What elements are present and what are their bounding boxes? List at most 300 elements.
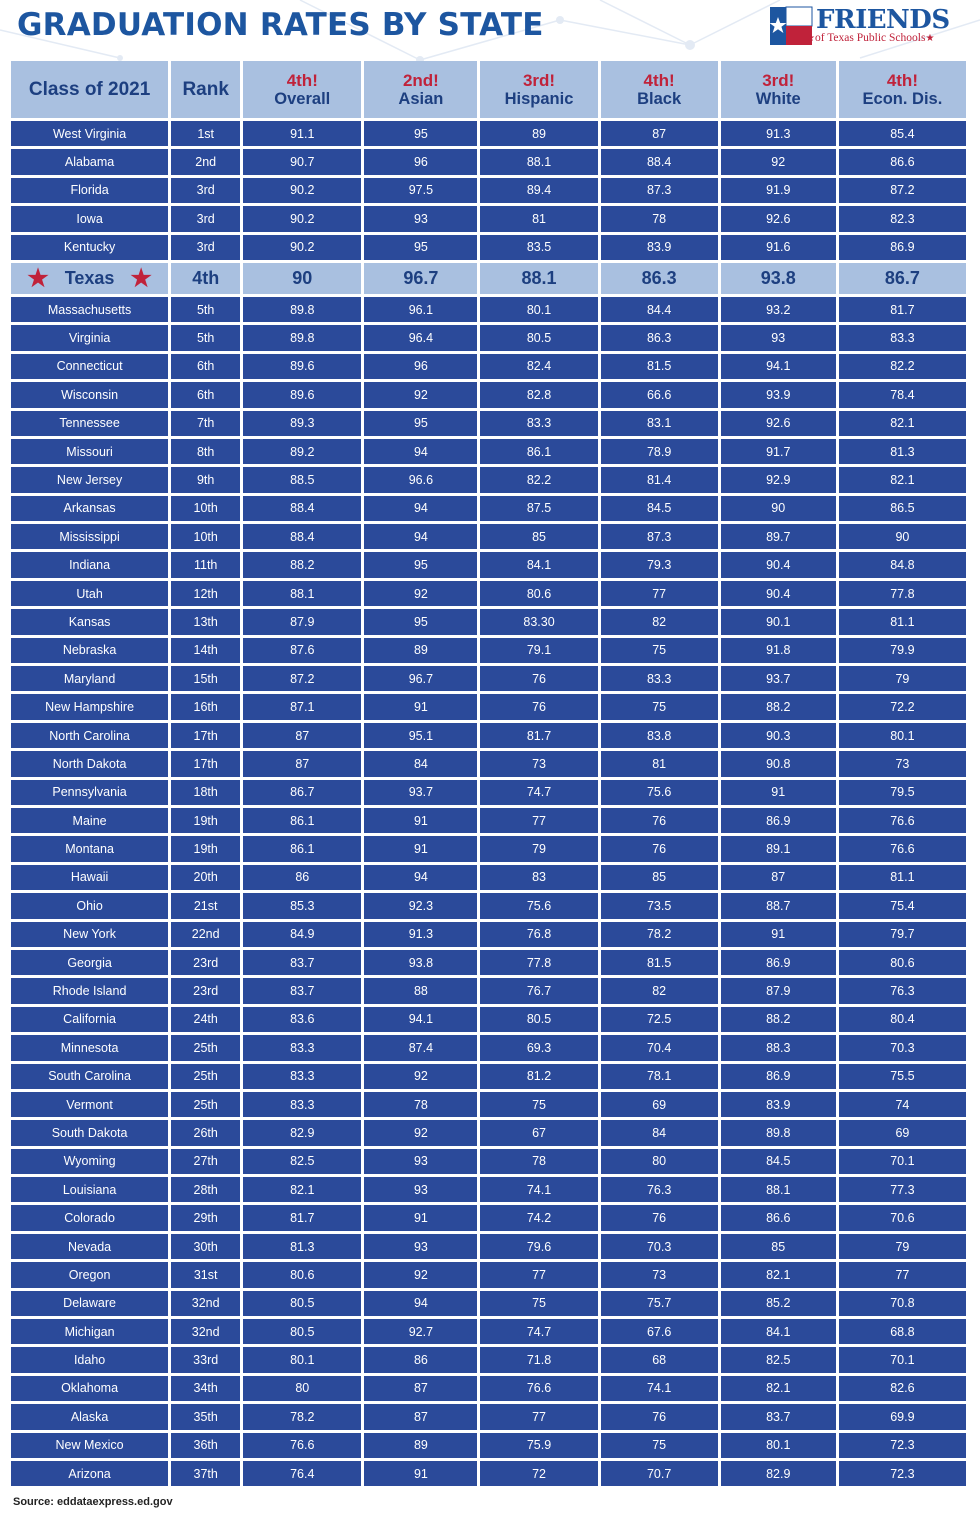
cell-econ: 68.8 [839, 1319, 966, 1344]
texas-position-label: 2nd! [402, 70, 439, 90]
cell-black: 84.5 [601, 496, 718, 521]
table-row [11, 1177, 966, 1202]
cell-white: 86.9 [721, 808, 836, 833]
column-header-white [721, 61, 836, 118]
header-row [11, 61, 966, 118]
cell-asian: 87 [364, 1404, 477, 1429]
cell-asian: 95 [364, 121, 477, 146]
cell-state: North Dakota [11, 751, 168, 776]
cell-econ: 77.3 [839, 1177, 966, 1202]
cell-econ: 76.6 [839, 836, 966, 861]
table-row [11, 325, 966, 350]
cell-hispanic: 79.1 [480, 638, 597, 663]
cell-asian: 94 [364, 524, 477, 549]
cell-state: Alabama [11, 149, 168, 174]
cell-overall: 89.6 [243, 382, 361, 407]
cell-overall: 88.1 [243, 581, 361, 606]
texas-position-label: 3rd! [522, 70, 556, 90]
cell-rank: 3rd [171, 206, 240, 231]
cell-rank: 29th [171, 1205, 240, 1230]
cell-black: 86.3 [601, 325, 718, 350]
cell-hispanic: 75.9 [480, 1433, 597, 1458]
cell-black: 83.1 [601, 411, 718, 436]
table-row [11, 206, 966, 231]
cell-black: 83.8 [601, 723, 718, 748]
cell-asian: 91 [364, 808, 477, 833]
table-row [11, 382, 966, 407]
table-row [11, 496, 966, 521]
cell-hispanic: 84.1 [480, 552, 597, 577]
cell-overall: 91.1 [243, 121, 361, 146]
cell-rank: 15th [171, 666, 240, 691]
cell-hispanic: 86.1 [480, 439, 597, 464]
cell-econ: 82.3 [839, 206, 966, 231]
cell-black: 83.3 [601, 666, 718, 691]
table-row [11, 1205, 966, 1230]
cell-white: 83.7 [721, 1404, 836, 1429]
cell-asian: 78 [364, 1092, 477, 1117]
cell-overall: 80.5 [243, 1291, 361, 1316]
cell-asian: 92 [364, 1120, 477, 1145]
cell-overall: 89.6 [243, 354, 361, 379]
table-row [11, 354, 966, 379]
cell-hispanic: 74.1 [480, 1177, 597, 1202]
cell-rank: 31st [171, 1262, 240, 1287]
cell-white: 93.9 [721, 382, 836, 407]
cell-overall: 76.4 [243, 1461, 361, 1486]
cell-black: 75.6 [601, 780, 718, 805]
cell-rank: 10th [171, 524, 240, 549]
cell-asian: 92 [364, 1262, 477, 1287]
cell-black: 67.6 [601, 1319, 718, 1344]
cell-black: 69 [601, 1092, 718, 1117]
cell-rank: 22nd [171, 922, 240, 947]
cell-overall: 80.1 [243, 1347, 361, 1372]
cell-black: 76 [601, 1404, 718, 1429]
cell-state: South Dakota [11, 1120, 168, 1145]
logo-name: FRIENDS [816, 5, 950, 35]
cell-black: 78.2 [601, 922, 718, 947]
table-row [11, 836, 966, 861]
cell-white: 86.9 [721, 950, 836, 975]
cell-white: 93.8 [721, 263, 836, 294]
cell-hispanic: 79.6 [480, 1234, 597, 1259]
cell-state: Kentucky [11, 235, 168, 260]
column-label: White [755, 89, 801, 108]
cell-econ: 77 [839, 1262, 966, 1287]
cell-white: 86.6 [721, 1205, 836, 1230]
cell-black: 70.4 [601, 1035, 718, 1060]
cell-econ: 75.5 [839, 1064, 966, 1089]
cell-white: 91.7 [721, 439, 836, 464]
table-row [11, 978, 966, 1003]
cell-black: 76 [601, 1205, 718, 1230]
logo-tagline [806, 32, 934, 44]
cell-econ: 86.9 [839, 235, 966, 260]
cell-econ: 84.8 [839, 552, 966, 577]
cell-econ: 72.3 [839, 1433, 966, 1458]
cell-econ: 76.3 [839, 978, 966, 1003]
cell-econ: 85.4 [839, 121, 966, 146]
cell-overall: 81.3 [243, 1234, 361, 1259]
cell-white: 87.9 [721, 978, 836, 1003]
cell-state: Pennsylvania [11, 780, 168, 805]
cell-asian: 93.7 [364, 780, 477, 805]
cell-black: 78 [601, 206, 718, 231]
cell-asian: 87.4 [364, 1035, 477, 1060]
cell-rank: 7th [171, 411, 240, 436]
cell-asian: 93 [364, 1149, 477, 1174]
cell-state: Delaware [11, 1291, 168, 1316]
cell-black: 72.5 [601, 1007, 718, 1032]
cell-white: 87 [721, 865, 836, 890]
cell-black: 81.5 [601, 354, 718, 379]
table-row [11, 1347, 966, 1372]
cell-black: 88.4 [601, 149, 718, 174]
cell-overall: 90.2 [243, 206, 361, 231]
cell-asian: 94 [364, 496, 477, 521]
cell-white: 86.9 [721, 1064, 836, 1089]
texas-position-label: 4th! [286, 70, 318, 90]
cell-overall: 87.9 [243, 609, 361, 634]
cell-hispanic: 89 [480, 121, 597, 146]
cell-overall: 76.6 [243, 1433, 361, 1458]
cell-asian: 94 [364, 865, 477, 890]
cell-black: 68 [601, 1347, 718, 1372]
cell-asian: 93 [364, 1234, 477, 1259]
cell-econ: 79 [839, 1234, 966, 1259]
cell-white: 88.2 [721, 1007, 836, 1032]
cell-overall: 83.3 [243, 1035, 361, 1060]
table-row [11, 1092, 966, 1117]
cell-asian: 94 [364, 439, 477, 464]
cell-black: 74.1 [601, 1376, 718, 1401]
cell-white: 90.4 [721, 581, 836, 606]
cell-hispanic: 72 [480, 1461, 597, 1486]
cell-state: Kansas [11, 609, 168, 634]
cell-state: Montana [11, 836, 168, 861]
cell-state: Connecticut [11, 354, 168, 379]
cell-asian: 92 [364, 581, 477, 606]
source-note: Source: eddataexpress.ed.gov [13, 1496, 173, 1508]
cell-hispanic: 74.2 [480, 1205, 597, 1230]
cell-hispanic: 74.7 [480, 780, 597, 805]
cell-black: 77 [601, 581, 718, 606]
cell-econ: 72.2 [839, 694, 966, 719]
cell-overall: 82.9 [243, 1120, 361, 1145]
column-header-asian [364, 61, 477, 118]
cell-white: 88.7 [721, 893, 836, 918]
cell-asian: 96.7 [364, 666, 477, 691]
logo-tagline-text: of Texas Public Schools [814, 32, 926, 44]
cell-black: 75 [601, 638, 718, 663]
cell-hispanic: 88.1 [480, 263, 597, 294]
cell-white: 91.9 [721, 178, 836, 203]
cell-white: 88.2 [721, 694, 836, 719]
cell-econ: 79.7 [839, 922, 966, 947]
cell-state: Arizona [11, 1461, 168, 1486]
column-label: Black [637, 89, 682, 108]
cell-econ: 83.3 [839, 325, 966, 350]
cell-overall: 88.4 [243, 496, 361, 521]
table-row [11, 178, 966, 203]
cell-hispanic: 76.6 [480, 1376, 597, 1401]
cell-econ: 80.4 [839, 1007, 966, 1032]
cell-white: 91.3 [721, 121, 836, 146]
cell-econ: 79.9 [839, 638, 966, 663]
cell-econ: 81.1 [839, 609, 966, 634]
cell-white: 92.6 [721, 411, 836, 436]
cell-asian: 96.4 [364, 325, 477, 350]
column-label: Hispanic [504, 89, 574, 108]
cell-hispanic: 75 [480, 1092, 597, 1117]
cell-overall: 87 [243, 723, 361, 748]
cell-white: 89.1 [721, 836, 836, 861]
cell-econ: 73 [839, 751, 966, 776]
table-row [11, 1433, 966, 1458]
cell-black: 81.4 [601, 467, 718, 492]
cell-rank: 17th [171, 751, 240, 776]
cell-hispanic: 82.2 [480, 467, 597, 492]
cell-overall: 78.2 [243, 1404, 361, 1429]
cell-overall: 89.8 [243, 297, 361, 322]
cell-econ: 79 [839, 666, 966, 691]
cell-black: 76 [601, 836, 718, 861]
texas-position-label: 3rd! [762, 70, 795, 90]
cell-state: Utah [11, 581, 168, 606]
cell-black: 84 [601, 1120, 718, 1145]
cell-overall: 83.3 [243, 1092, 361, 1117]
cell-econ: 69 [839, 1120, 966, 1145]
cell-rank: 5th [171, 297, 240, 322]
cell-hispanic: 83.30 [480, 609, 597, 634]
cell-econ: 72.3 [839, 1461, 966, 1486]
cell-rank: 24th [171, 1007, 240, 1032]
cell-rank: 17th [171, 723, 240, 748]
table-row [11, 439, 966, 464]
cell-white: 91.6 [721, 235, 836, 260]
cell-asian: 84 [364, 751, 477, 776]
cell-state: North Carolina [11, 723, 168, 748]
cell-black: 70.3 [601, 1234, 718, 1259]
cell-rank: 11th [171, 552, 240, 577]
cell-hispanic: 81.2 [480, 1064, 597, 1089]
cell-black: 85 [601, 865, 718, 890]
cell-econ: 76.6 [839, 808, 966, 833]
cell-asian: 93 [364, 206, 477, 231]
cell-asian: 92.7 [364, 1319, 477, 1344]
cell-overall: 89.8 [243, 325, 361, 350]
column-header-hispanic [480, 61, 597, 118]
cell-rank: 9th [171, 467, 240, 492]
star-icon: ★ [925, 33, 935, 44]
table-row [11, 297, 966, 322]
cell-overall: 80.6 [243, 1262, 361, 1287]
cell-black: 82 [601, 609, 718, 634]
cell-state: Vermont [11, 1092, 168, 1117]
cell-econ: 82.1 [839, 411, 966, 436]
table-row [11, 1064, 966, 1089]
cell-asian: 92.3 [364, 893, 477, 918]
column-label: Asian [398, 89, 444, 108]
cell-state: New York [11, 922, 168, 947]
cell-overall: 87.1 [243, 694, 361, 719]
cell-white: 92.6 [721, 206, 836, 231]
cell-hispanic: 74.7 [480, 1319, 597, 1344]
cell-asian: 91 [364, 1205, 477, 1230]
table-row [11, 950, 966, 975]
star-icon: ★ [806, 33, 815, 44]
cell-overall: 87 [243, 751, 361, 776]
cell-asian: 92 [364, 382, 477, 407]
column-label: Econ. Dis. [862, 89, 943, 108]
cell-asian: 91.3 [364, 922, 477, 947]
table-row [11, 1120, 966, 1145]
column-header-rank [171, 61, 240, 118]
cell-overall: 84.9 [243, 922, 361, 947]
cell-overall: 83.7 [243, 950, 361, 975]
cell-econ: 86.5 [839, 496, 966, 521]
cell-rank: 33rd [171, 1347, 240, 1372]
cell-econ: 90 [839, 524, 966, 549]
cell-rank: 23rd [171, 950, 240, 975]
cell-asian: 95 [364, 609, 477, 634]
cell-asian: 89 [364, 1433, 477, 1458]
cell-black: 79.3 [601, 552, 718, 577]
cell-black: 78.1 [601, 1064, 718, 1089]
cell-econ: 70.1 [839, 1149, 966, 1174]
cell-overall: 83.3 [243, 1064, 361, 1089]
cell-econ: 75.4 [839, 893, 966, 918]
cell-overall: 83.7 [243, 978, 361, 1003]
cell-econ: 80.6 [839, 950, 966, 975]
cell-hispanic: 75 [480, 1291, 597, 1316]
cell-econ: 74 [839, 1092, 966, 1117]
cell-rank: 8th [171, 439, 240, 464]
cell-white: 93.2 [721, 297, 836, 322]
cell-black: 87.3 [601, 524, 718, 549]
cell-state: Virginia [11, 325, 168, 350]
cell-hispanic: 79 [480, 836, 597, 861]
cell-state: Oklahoma [11, 1376, 168, 1401]
cell-overall: 86.1 [243, 836, 361, 861]
cell-rank: 26th [171, 1120, 240, 1145]
cell-white: 92 [721, 149, 836, 174]
cell-econ: 82.6 [839, 1376, 966, 1401]
cell-state: Hawaii [11, 865, 168, 890]
cell-asian: 86 [364, 1347, 477, 1372]
cell-overall: 86.7 [243, 780, 361, 805]
cell-rank: 35th [171, 1404, 240, 1429]
cell-state: Arkansas [11, 496, 168, 521]
cell-white: 85.2 [721, 1291, 836, 1316]
cell-state: Ohio [11, 893, 168, 918]
table-body [11, 121, 966, 1486]
table-row [11, 1319, 966, 1344]
cell-asian: 95.1 [364, 723, 477, 748]
cell-white: 90.8 [721, 751, 836, 776]
table-row [11, 1376, 966, 1401]
cell-overall: 82.1 [243, 1177, 361, 1202]
column-header-overall [243, 61, 361, 118]
cell-rank: 25th [171, 1035, 240, 1060]
cell-asian: 93.8 [364, 950, 477, 975]
cell-state: Iowa [11, 206, 168, 231]
cell-black: 87 [601, 121, 718, 146]
cell-black: 84.4 [601, 297, 718, 322]
table-row [11, 581, 966, 606]
cell-state: Colorado [11, 1205, 168, 1230]
cell-white: 91.8 [721, 638, 836, 663]
cell-hispanic: 89.4 [480, 178, 597, 203]
cell-overall: 85.3 [243, 893, 361, 918]
cell-asian: 95 [364, 552, 477, 577]
cell-asian: 92 [364, 1064, 477, 1089]
cell-hispanic: 83 [480, 865, 597, 890]
cell-hispanic: 76.7 [480, 978, 597, 1003]
cell-hispanic: 77 [480, 1404, 597, 1429]
cell-rank: 6th [171, 382, 240, 407]
cell-white: 88.1 [721, 1177, 836, 1202]
cell-econ: 81.7 [839, 297, 966, 322]
cell-asian: 95 [364, 235, 477, 260]
table-row [11, 1035, 966, 1060]
cell-state: Alaska [11, 1404, 168, 1429]
cell-state: South Carolina [11, 1064, 168, 1089]
cell-asian: 96 [364, 149, 477, 174]
cell-white: 90.1 [721, 609, 836, 634]
cell-rank: 16th [171, 694, 240, 719]
cell-asian: 88 [364, 978, 477, 1003]
column-header-black [601, 61, 718, 118]
cell-rank: 34th [171, 1376, 240, 1401]
cell-econ: 70.6 [839, 1205, 966, 1230]
cell-hispanic: 83.5 [480, 235, 597, 260]
cell-overall: 81.7 [243, 1205, 361, 1230]
cell-asian: 87 [364, 1376, 477, 1401]
texas-position-label: 4th! [643, 70, 675, 90]
cell-white: 91 [721, 922, 836, 947]
table-row [11, 922, 966, 947]
cell-asian: 96 [364, 354, 477, 379]
cell-rank: 19th [171, 808, 240, 833]
cell-hispanic: 82.8 [480, 382, 597, 407]
cell-black: 81.5 [601, 950, 718, 975]
cell-hispanic: 76.8 [480, 922, 597, 947]
cell-econ: 69.9 [839, 1404, 966, 1429]
cell-asian: 94.1 [364, 1007, 477, 1032]
cell-overall: 83.6 [243, 1007, 361, 1032]
cell-black: 73 [601, 1262, 718, 1287]
cell-overall: 87.2 [243, 666, 361, 691]
cell-state: Wyoming [11, 1149, 168, 1174]
cell-hispanic: 76 [480, 694, 597, 719]
cell-econ: 70.1 [839, 1347, 966, 1372]
cell-white: 82.5 [721, 1347, 836, 1372]
table-row [11, 1007, 966, 1032]
cell-rank: 37th [171, 1461, 240, 1486]
column-header-state [11, 61, 168, 118]
cell-hispanic: 69.3 [480, 1035, 597, 1060]
cell-hispanic: 83.3 [480, 411, 597, 436]
cell-black: 87.3 [601, 178, 718, 203]
cell-black: 86.3 [601, 263, 718, 294]
state-name: Texas [64, 267, 115, 288]
cell-white: 94.1 [721, 354, 836, 379]
cell-state: Nebraska [11, 638, 168, 663]
cell-state: Wisconsin [11, 382, 168, 407]
table-row [11, 723, 966, 748]
